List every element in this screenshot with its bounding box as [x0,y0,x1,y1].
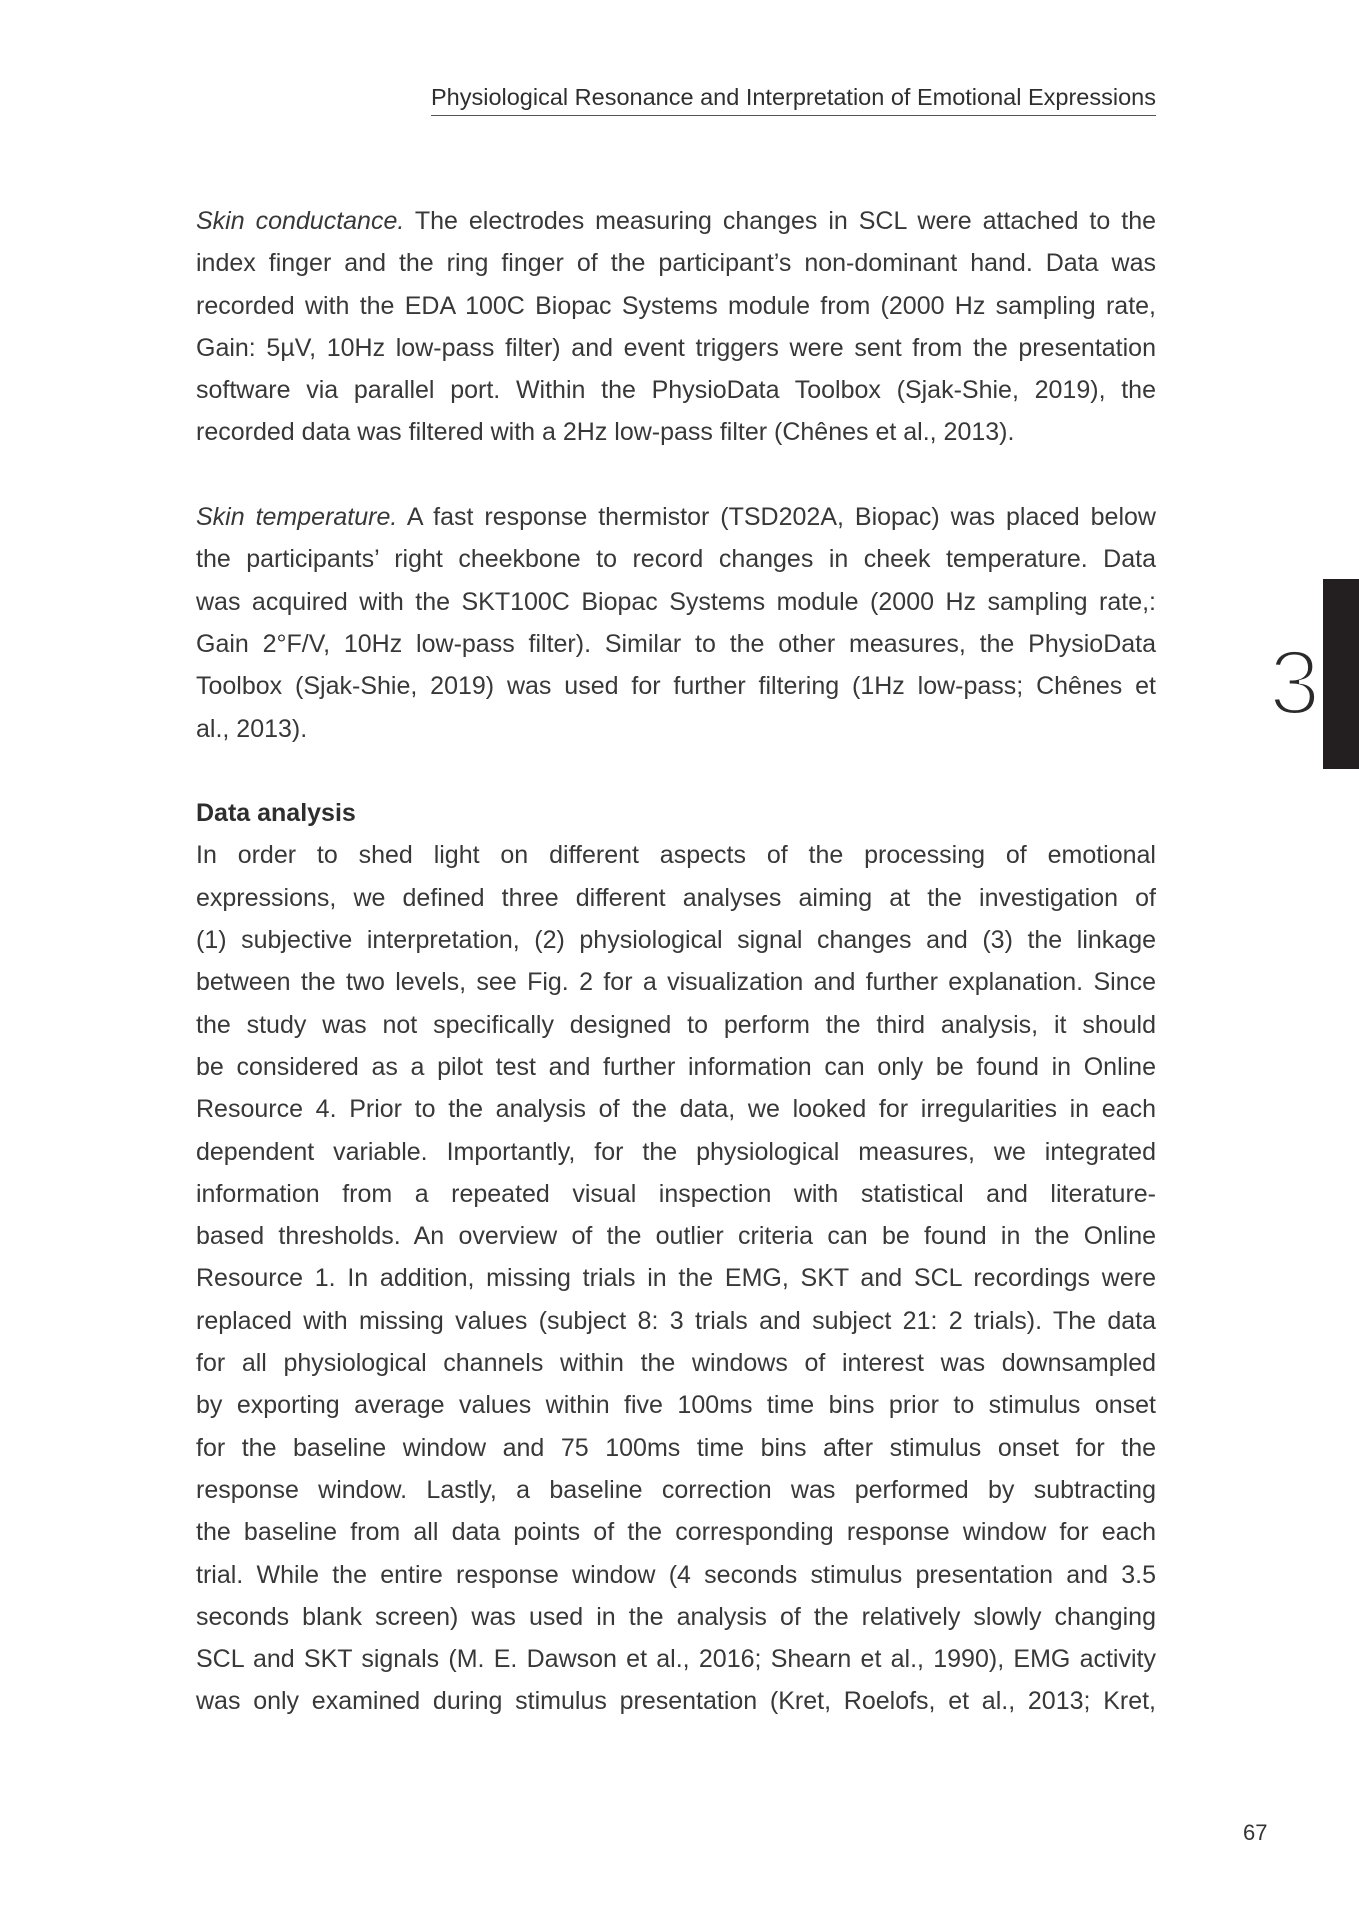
text-line [196,200,1156,242]
text-line: was acquired with the SKT100C Biopac Systems module (2000 Hz sampling rate,: [196,587,1156,616]
paragraph-skin-temperature [196,496,1156,750]
text-line: dependent variable. Importantly, for the physiological measures, we integrated [196,1137,1156,1166]
text-line: based thresholds. An overview of the outlier criteria can be found in the Online [196,1222,1156,1251]
text-line: trial. While the entire response window (4 seconds stimulus presentation and 3.5 [196,1560,1156,1589]
text-line: between the two levels, see Fig. 2 for a visualization and further explanation. Since [196,968,1156,997]
text-line: be considered as a pilot test and further information can only be found in Online [196,1052,1156,1081]
text-line: for the baseline window and 75 100ms time bins after stimulus onset for the [196,1433,1156,1462]
text-line-content: The electrodes measuring changes in SCL were attached to the [414,207,1156,235]
text-line: seconds blank screen) was used in the analysis of the relatively slowly changing [196,1602,1156,1631]
text-line: replaced with missing values (subject 8: 3 trials and subject 21: 2 trials). The data [196,1306,1156,1335]
text-line: Toolbox (Sjak-Shie, 2019) was used for further filtering (1Hz low-pass; Chênes et [196,672,1156,701]
text-line: was only examined during stimulus presentation (Kret, Roelofs, et al., 2013; Kret, [196,1687,1156,1716]
text-line: software via parallel port. Within the PhysioData Toolbox (Sjak-Shie, 2019), the [196,376,1156,405]
paragraph-skin-conductance [196,200,1156,454]
text-line: the baseline from all data points of the corresponding response window for each [196,1518,1156,1547]
text-line: the participants’ right cheekbone to record changes in cheek temperature. Data [196,545,1156,574]
text-line: Gain: 5µV, 10Hz low-pass filter) and event triggers were sent from the presentation [196,333,1156,362]
text-line: information from a repeated visual inspection with statistical and literature- [196,1179,1156,1208]
text-line: recorded data was filtered with a 2Hz low-pass filter (Chênes et al., 2013). [196,418,1015,447]
text-line: Gain 2°F/V, 10Hz low-pass filter). Similar to the other measures, the PhysioData [196,629,1156,658]
text-line: by exporting average values within five 100ms time bins prior to stimulus onset [196,1391,1156,1420]
text-line: for all physiological channels within the windows of interest was downsampled [196,1349,1156,1378]
chapter-number: 3 [1269,632,1321,734]
page-number: 67 [1243,1820,1268,1845]
text-line: Resource 4. Prior to the analysis of the data, we looked for irregularities in each [196,1095,1156,1124]
chapter-thumb-tab [1323,579,1359,769]
text-line: expressions, we defined three different analyses aiming at the investigation of [196,883,1156,912]
section-heading: Data analysis [196,799,356,828]
section-data-analysis [196,792,1156,1723]
text-line: al., 2013). [196,714,308,743]
text-line: the study was not specifically designed to perform the third analysis, it should [196,1010,1156,1039]
body-text [196,200,1156,1723]
text-line-content: A fast response thermistor (TSD202A, Biopac) was placed below [406,503,1156,532]
text-line: SCL and SKT signals (M. E. Dawson et al., 2016; Shearn et al., 1990), EMG activity [196,1645,1156,1674]
paragraph-lead-in: Skin temperature. [196,503,398,532]
text-line: response window. Lastly, a baseline correction was performed by subtracting [196,1475,1156,1504]
text-line: index finger and the ring finger of the participant’s non-dominant hand. Data was [196,249,1156,278]
text-line [196,496,1156,538]
running-head: Physiological Resonance and Interpretation of Emotional Expressions [431,83,1156,116]
paragraph-lead-in: Skin conductance. [196,207,405,235]
text-line: (1) subjective interpretation, (2) physiological signal changes and (3) the linkage [196,926,1156,955]
text-line: recorded with the EDA 100C Biopac Systems module from (2000 Hz sampling rate, [196,291,1156,320]
text-line: Resource 1. In addition, missing trials in the EMG, SKT and SCL recordings were [196,1264,1156,1293]
text-line: In order to shed light on different aspects of the processing of emotional [196,841,1156,870]
